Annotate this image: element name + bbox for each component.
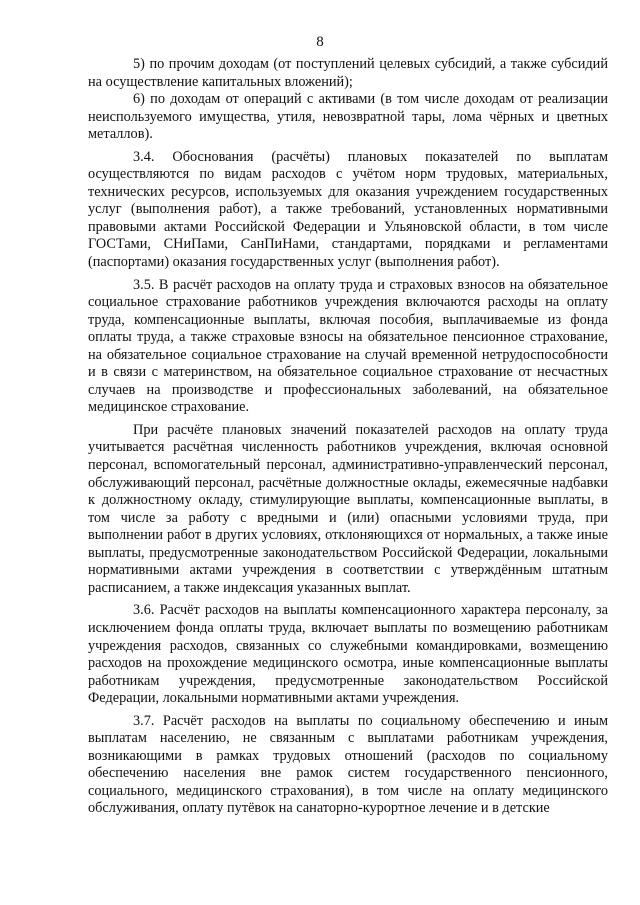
paragraph-3-6: 3.6. Расчёт расходов на выплаты компенсационного характера персоналу, за исключением фонда оплаты труда, включает выплаты по возмещению работникам учреждения расходов, связанных со служебными командировками, возмещению расходов на прохождение медицинского осмотра, иные компенсационные выплаты работникам учреждения, предусмотренные законодательством Российской Федерации, локальными нормативными актами учреждения. (88, 602, 608, 707)
paragraph-3-4: 3.4. Обоснования (расчёты) плановых показателей по выплатам осуществляются по видам расходов с учётом норм трудовых, материальных, технических ресурсов, используемых для оказания учреждением государственных услуг (выполнения работ), а также требований, установленных нормативными правовыми актами Российской Федерации и Ульяновской области, в том числе ГОСТами, СНиПами, СанПиНами, стандартами, порядками и регламентами (паспортами) оказания государственных услуг (выполнения работ). (88, 148, 608, 271)
paragraph-3-5: 3.5. В расчёт расходов на оплату труда и страховых взносов на обязательное социальное страхование работников учреждения включаются расходы на оплату труда, компенсационные выплаты, включая пособия, выплачиваемые из фонда оплаты труда, а также страховые взносы на обязательное пенсионное страхование, на обязательное социальное страхование на случай временной нетрудоспособности и в связи с материнством, на обязательное социальное страхование от несчастных случаев на производстве и профессиональных заболеваний, на обязательное медицинское страхование. (88, 276, 608, 416)
paragraph-item-6: 6) по доходам от операций с активами (в том числе доходам от реализации неиспользуемого имущества, утиля, невозвратной тары, лома чёрных и цветных металлов). (88, 91, 608, 143)
document-body (88, 56, 608, 818)
page-number: 8 (316, 34, 324, 50)
paragraph-3-7: 3.7. Расчёт расходов на выплаты по социальному обеспечению и иным выплатам населению, не связанным с выплатами работникам учреждения, возникающими в рамках трудовых отношений (расходов по социальному обеспечению населения вне рамок систем государственного пенсионного, социального, медицинского страхования), в том числе на оплату медицинского обслуживания, оплату путёвок на санаторно-курортное лечение и в детские (88, 712, 608, 817)
paragraph-salary-calculation: При расчёте плановых значений показателей расходов на оплату труда учитывается расчётная численность работников учреждения, включая основной персонал, вспомогательный персонал, административно-управленческий персонал, обслуживающий персонал, расчётные должностные оклады, ежемесячные надбавки к должностному окладу, стимулирующие выплаты, компенсационные выплаты, в том числе за работу с вредными и (или) опасными условиями труда, при выполнении работ в других условиях, отклоняющихся от нормальных, а также иные выплаты, предусмотренные законодательством Российской Федерации, локальными нормативными актами учреждения в соответствии с утверждённым штатным расписанием, а также индексация указанных выплат. (88, 421, 608, 596)
paragraph-item-5: 5) по прочим доходам (от поступлений целевых субсидий, а также субсидий на осуществление капитальных вложений); (88, 56, 608, 90)
